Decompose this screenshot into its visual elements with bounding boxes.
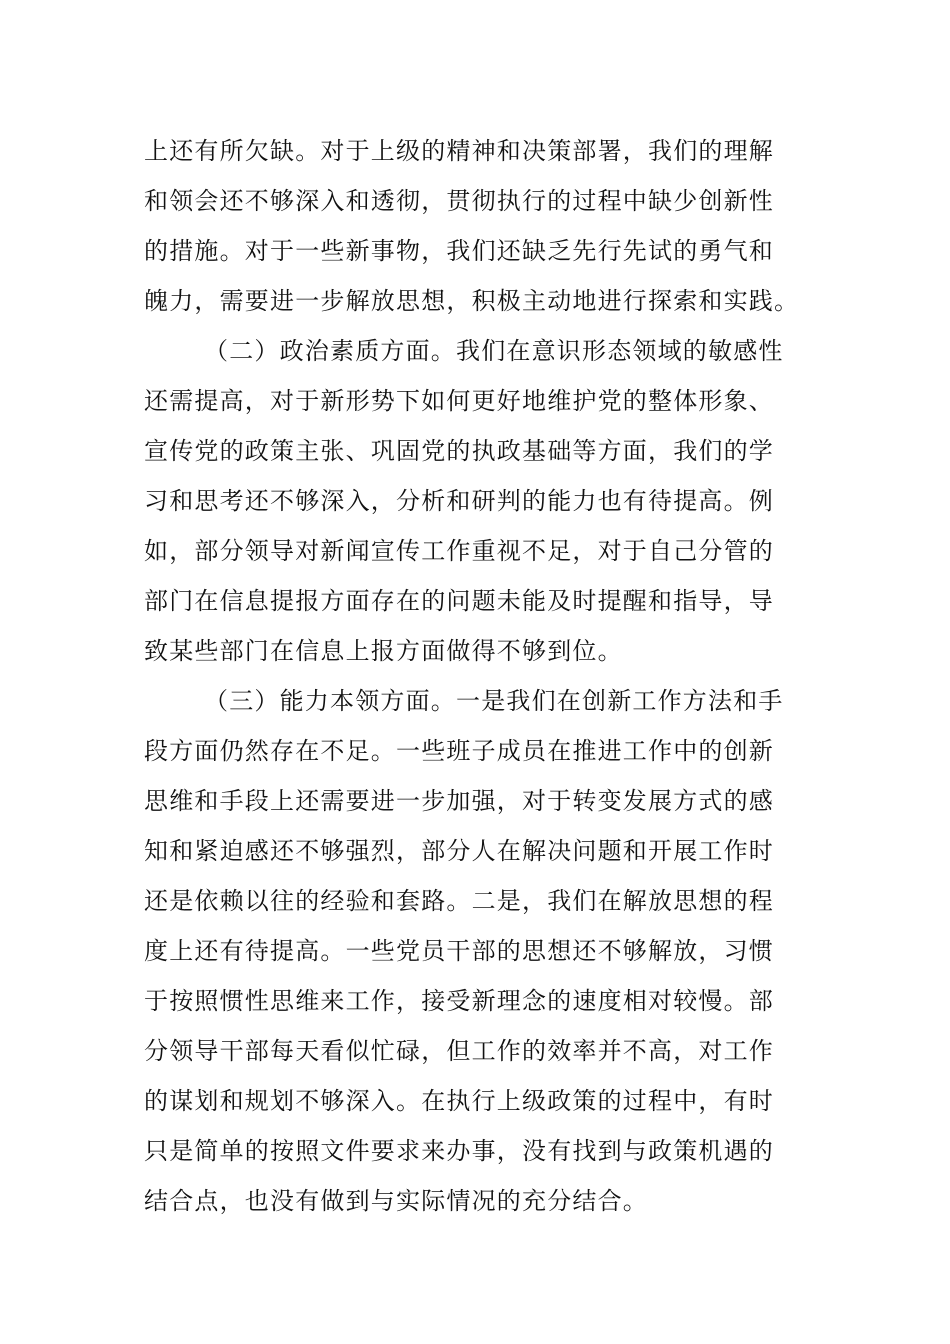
text-line: 还需提高，对于新形势下如何更好地维护党的整体形象、 — [144, 387, 774, 415]
section-heading-line: （三）能力本领方面。一是我们在创新工作方法和手 — [204, 687, 784, 715]
text-line: 的措施。对于一些新事物，我们还缺乏先行先试的勇气和 — [144, 237, 774, 265]
text-line: 只是简单的按照文件要求来办事，没有找到与政策机遇的 — [144, 1137, 774, 1165]
text-line: 部门在信息提报方面存在的问题未能及时提醒和指导，导 — [144, 587, 774, 615]
text-line: 宣传党的政策主张、巩固党的执政基础等方面，我们的学 — [144, 437, 774, 465]
text-line: 魄力，需要进一步解放思想，积极主动地进行探索和实践。 — [144, 287, 800, 315]
text-line: 于按照惯性思维来工作，接受新理念的速度相对较慢。部 — [144, 987, 774, 1015]
text-line: 分领导干部每天看似忙碌，但工作的效率并不高，对工作 — [144, 1037, 774, 1065]
text-line: 习和思考还不够深入，分析和研判的能力也有待提高。例 — [144, 487, 774, 515]
text-line: 思维和手段上还需要进一步加强，对于转变发展方式的感 — [144, 787, 774, 815]
body-text — [144, 126, 806, 1226]
text-line: 和领会还不够深入和透彻，贯彻执行的过程中缺少创新性 — [144, 187, 774, 215]
text-line: 还是依赖以往的经验和套路。二是，我们在解放思想的程 — [144, 887, 774, 915]
text-line: 度上还有待提高。一些党员干部的思想还不够解放，习惯 — [144, 937, 774, 965]
text-line: 上还有所欠缺。对于上级的精神和决策部署，我们的理解 — [144, 137, 774, 165]
text-line: 结合点，也没有做到与实际情况的充分结合。 — [144, 1187, 648, 1215]
text-line: 致某些部门在信息上报方面做得不够到位。 — [144, 637, 623, 665]
text-line: 的谋划和规划不够深入。在执行上级政策的过程中，有时 — [144, 1087, 774, 1115]
section-heading-line: （二）政治素质方面。我们在意识形态领域的敏感性 — [204, 337, 784, 365]
text-line: 知和紧迫感还不够强烈，部分人在解决问题和开展工作时 — [144, 837, 774, 865]
text-line: 段方面仍然存在不足。一些班子成员在推进工作中的创新 — [144, 737, 774, 765]
text-line: 如，部分领导对新闻宣传工作重视不足，对于自己分管的 — [144, 537, 774, 565]
